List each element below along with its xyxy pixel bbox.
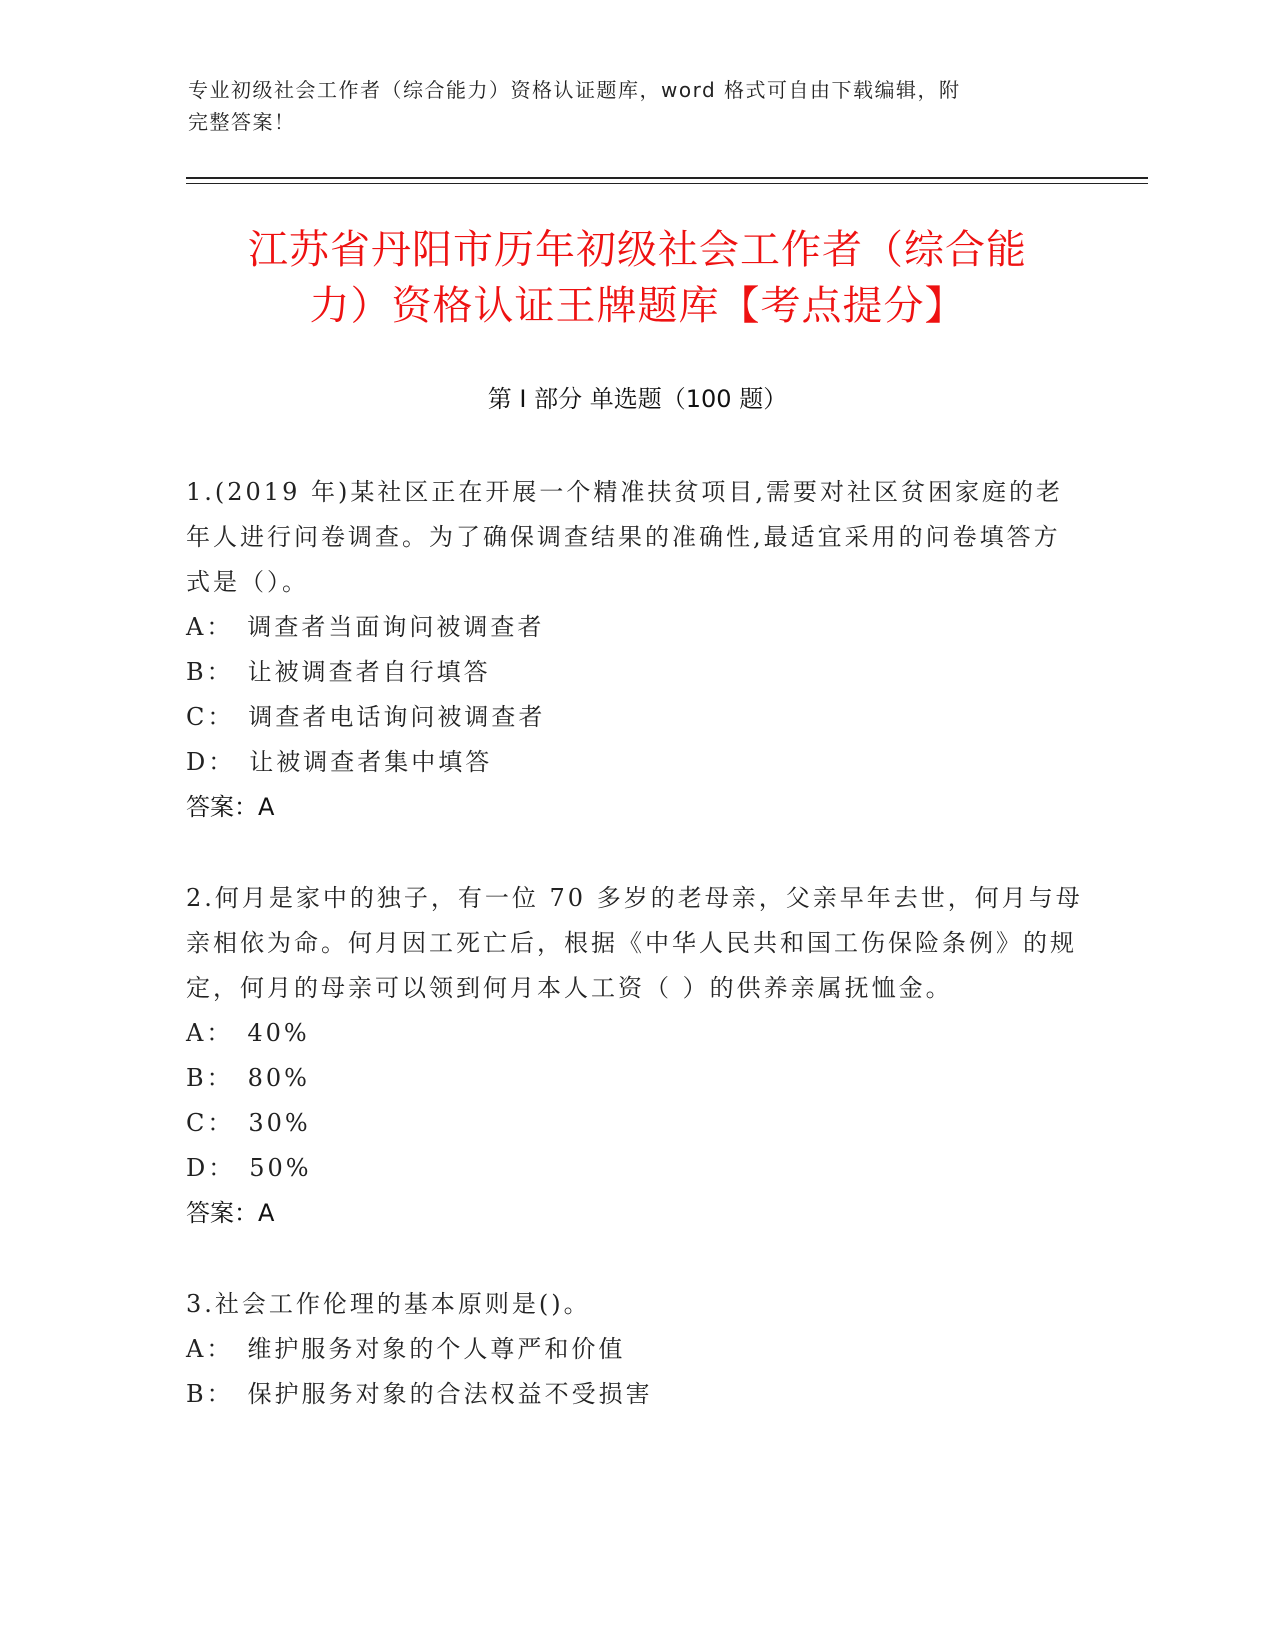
option-separator: ： bbox=[208, 1154, 236, 1182]
header-divider-thin bbox=[186, 183, 1148, 184]
option-letter: A bbox=[186, 1019, 207, 1047]
answer-line: 答案：A bbox=[186, 1199, 275, 1227]
question-stem: 2.何月是家中的独子，有一位 70 多岁的老母亲，父亲早年去世，何月与母亲相依为命。何月因工死亡后，根据《中华人民共和国工伤保险条例》的规定，何月的母亲可以领到何月本人工资（ ）的供养亲属抚恤金。 bbox=[186, 884, 1083, 1002]
option-letter: A bbox=[186, 1335, 207, 1363]
option-item bbox=[186, 1101, 1086, 1146]
option-item bbox=[186, 1327, 1086, 1372]
option-separator: ： bbox=[208, 748, 236, 776]
option-letter: D bbox=[186, 748, 209, 776]
option-text: 80% bbox=[247, 1064, 310, 1092]
option-item bbox=[186, 1011, 1086, 1056]
option-item bbox=[186, 1372, 1086, 1417]
section-heading: 第 I 部分 单选题（100 题） bbox=[487, 385, 788, 413]
option-letter: A bbox=[186, 613, 207, 641]
header-divider-thick bbox=[186, 177, 1148, 179]
question-item bbox=[186, 876, 1086, 1236]
header-note bbox=[188, 74, 1088, 138]
question-stem: 1.(2019 年)某社区正在开展一个精准扶贫项目,需要对社区贫困家庭的老年人进行问卷调查。为了确保调查结果的准确性,最适宜采用的问卷填答方式是（）。 bbox=[186, 478, 1063, 596]
option-text: 让被调查者自行填答 bbox=[247, 658, 491, 686]
document-title-line-1: 江苏省丹阳市历年初级社会工作者（综合能 bbox=[248, 227, 1027, 273]
option-separator: ： bbox=[206, 1019, 234, 1047]
answer-line: 答案：A bbox=[186, 793, 275, 821]
option-letter: C bbox=[186, 1109, 208, 1137]
option-text: 维护服务对象的个人尊严和价值 bbox=[247, 1335, 626, 1363]
option-text: 调查者当面询问被调查者 bbox=[247, 613, 545, 641]
option-item bbox=[186, 695, 1086, 740]
option-text: 40% bbox=[247, 1019, 310, 1047]
option-separator: ： bbox=[206, 1335, 234, 1363]
question-item bbox=[186, 470, 1086, 830]
option-letter: B bbox=[186, 1064, 207, 1092]
option-letter: B bbox=[186, 1380, 207, 1408]
question-stem: 3.社会工作伦理的基本原则是()。 bbox=[186, 1290, 591, 1318]
option-text: 30% bbox=[248, 1109, 311, 1137]
document-title-line-2: 力）资格认证王牌题库【考点提分】 bbox=[309, 283, 966, 329]
option-separator: ： bbox=[206, 613, 234, 641]
option-text: 保护服务对象的合法权益不受损害 bbox=[247, 1380, 653, 1408]
option-letter: C bbox=[186, 703, 208, 731]
option-separator: ： bbox=[207, 1109, 235, 1137]
option-letter: D bbox=[186, 1154, 209, 1182]
question-item bbox=[186, 1282, 1086, 1417]
header-note-line-1: 专业初级社会工作者（综合能力）资格认证题库，word 格式可自由下载编辑，附 bbox=[188, 78, 961, 102]
option-item bbox=[186, 650, 1086, 695]
option-separator: ： bbox=[206, 658, 234, 686]
option-letter: B bbox=[186, 658, 207, 686]
option-text: 50% bbox=[249, 1154, 312, 1182]
document-title bbox=[150, 222, 1125, 334]
option-item bbox=[186, 605, 1086, 650]
option-item bbox=[186, 1056, 1086, 1101]
question-list bbox=[186, 470, 1086, 1463]
option-item bbox=[186, 740, 1086, 785]
option-text: 调查者电话询问被调查者 bbox=[248, 703, 546, 731]
option-separator: ： bbox=[207, 703, 235, 731]
option-separator: ： bbox=[206, 1380, 234, 1408]
option-separator: ： bbox=[206, 1064, 234, 1092]
option-item bbox=[186, 1146, 1086, 1191]
option-text: 让被调查者集中填答 bbox=[249, 748, 493, 776]
header-note-line-2: 完整答案！ bbox=[188, 110, 296, 134]
